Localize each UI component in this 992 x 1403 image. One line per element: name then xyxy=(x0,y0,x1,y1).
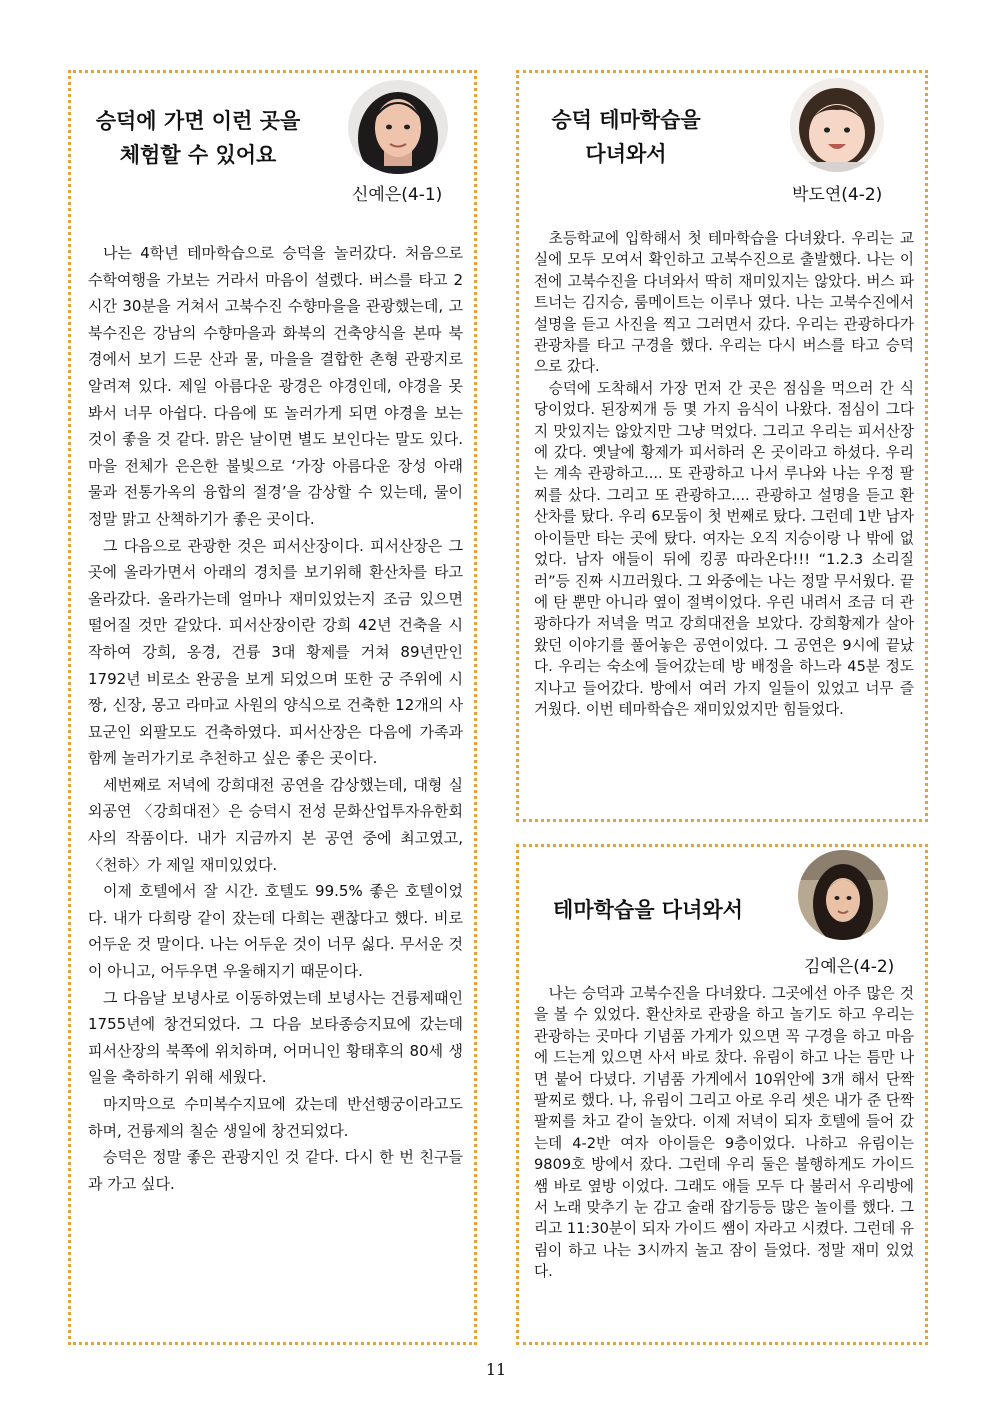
right-top-paragraph-2: 승덕에 도착해서 가장 먼저 간 곳은 점심을 먹으러 간 식당이었다. 된장찌개 등 몇 가지 음식이 나왔다. 점심이 그다지 맛있지는 않았지만 그냥 먹었다. 그리고 우리는 피서산장에 갔다. 옛날에 황제가 피서하러 온 곳이라고 하셨다. 우리는 계속 관광하고.... 또 관광하고 나서 루나와 나는 우정 팔찌를 샀다. 그리고 또 관광하고.... 관광하고 설명을 듣고 환산차를 탔다. 우리 6모둠이 첫 번째로 탔다. 그런데 1반 남자아이들만 타는 곳에 탔다. 여자는 오직 지승이랑 나 밖에 없었다. 남자 애들이 뒤에 킹콩 따라온다!!! “1.2.3 소리질러”등 진짜 시끄러웠다. 그 와중에는 나는 정말 무서웠다. 끝에 탄 뿐만 아니라 옆이 절벽이었다. 우린 내려서 조금 더 관광하다가 저녁을 먹고 강희대전을 보았다. 강희황제가 살아왔던 이야기를 풀어놓은 공연이었다. 그 공연은 9시에 끝났다. 우리는 숙소에 들어갔는데 방 배정을 하느라 45분 정도 지나고 들어갔다. 방에서 여러 가지 일들이 있었고 너무 즐거웠다. 이번 테마학습은 재미있었지만 힘들었다. xyxy=(534,379,914,718)
page-number: 11 xyxy=(485,1360,507,1379)
right-bottom-author-name: 김예은(4-2) xyxy=(804,957,895,977)
right-top-article-body xyxy=(534,228,914,720)
child-portrait-icon xyxy=(790,78,884,172)
right-bottom-article-title: 테마학습을 다녀와서 xyxy=(553,898,743,922)
girl-portrait-icon xyxy=(348,80,448,174)
left-paragraph-7: 승덕은 정말 좋은 관광지인 것 같다. 다시 한 번 친구들과 가고 싶다. xyxy=(88,1148,463,1193)
right-top-title-line-2: 다녀와서 xyxy=(585,142,667,166)
left-paragraph-6: 마지막으로 수미복수지묘에 갔는데 반선행궁이라고도 하며, 건륭제의 칠순 생일에 창건되었다. xyxy=(88,1095,463,1140)
left-paragraph-1: 나는 4학년 테마학습으로 승덕을 놀러갔다. 처음으로 수학여행을 가보는 거라서 마음이 설렜다. 버스를 타고 2시간 30분을 거쳐서 고북수진 수향마을을 관광했는데, 고북수진은 강남의 수향마을과 화북의 건축양식을 본따 북경에서 보기 드문 산과 물, 마을을 결합한 촌형 관광지로 알려져 있다. 제일 아름다운 광경은 야경인데, 야경을 못 봐서 너무 아쉽다. 다음에 또 놀러가게 되면 야경을 보는 것이 좋을 것 같다. 맑은 날이면 별도 보인다는 말도 있다. 마을 전체가 은은한 불빛으로 ‘가장 아름다운 장성 아래 물과 전통가옥의 융합의 절경’을 감상할 수 있는데, 물이 정말 맑고 산책하기가 좋은 곳이다. xyxy=(88,244,463,528)
right-top-paragraph-1: 초등학교에 입학해서 첫 테마학습을 다녀왔다. 우리는 교실에 모두 모여서 확인하고 고북수진으로 출발했다. 나는 이전에 고북수진을 다녀와서 딱히 재미있지는 않았다. 버스 파트너는 김지승, 룸메이트는 이루나 였다. 나는 고북수진에서 설명을 듣고 사진을 찍고 그러면서 갔다. 우리는 관광하다가 관광차를 타고 구경을 했다. 우리는 다시 버스를 타고 승덕으로 갔다. xyxy=(534,230,914,376)
left-article-body xyxy=(88,240,463,1197)
left-paragraph-5: 그 다음날 보녕사로 이동하였는데 보녕사는 건륭제때인 1755년에 창건되었다. 그 다음 보타종승지묘에 갔는데 피서산장의 북쪽에 위치하며, 어머니인 황태후의 80세 생일을 축하하기 위해 세웠다. xyxy=(88,988,463,1087)
left-paragraph-3: 세번째로 저녁에 강희대전 공연을 감상했는데, 대형 실외공연 〈강희대전〉은 승덕시 전성 문화산업투자유한회사의 작품이다. 내가 지금까지 본 공연 중에 최고였고, 〈천하〉가 제일 재미있었다. xyxy=(88,775,463,874)
right-top-title-line-1: 승덕 테마학습을 xyxy=(551,108,701,132)
left-title-line-1: 승덕에 가면 이런 곳을 xyxy=(95,109,301,133)
right-bottom-article-body xyxy=(534,983,914,1283)
right-top-author-name: 박도연(4-2) xyxy=(792,185,883,205)
girl-portrait-icon xyxy=(798,850,888,940)
left-author-photo xyxy=(348,80,448,174)
right-top-author-photo xyxy=(790,78,884,172)
left-paragraph-2: 그 다음으로 관광한 것은 피서산장이다. 피서산장은 그 곳에 올라가면서 아래의 경치를 보기위해 환산차를 타고 올라갔다. 올라가는데 얼마나 재미있었는지 조금 있으면 떨어질 것만 같았다. 피서산장이란 강희 42년 건축을 시작하여 강희, 옹경, 건륭 3대 황제를 거쳐 89년만인 1792년 비로소 완공을 보게 되었으며 또한 궁 주위에 시짱, 신장, 몽고 라마교 사원의 양식으로 건축한 12개의 사묘군인 외팔모도 건축하였다. 피서산장은 다음에 가족과 함께 놀러가기로 추천하고 싶은 좋은 곳이다. xyxy=(88,536,463,768)
right-top-article-title xyxy=(538,103,714,171)
right-bottom-author-photo xyxy=(798,850,888,940)
left-author-name: 신예은(4-1) xyxy=(352,185,443,205)
right-bottom-paragraph-1: 나는 승덕과 고북수진을 다녀왔다. 그곳에선 아주 많은 것을 볼 수 있었다. 환산차로 관광을 하고 놀기도 하고 우리는 관광하는 곳마다 기념품 가게가 있으면 꼭 구경을 하고 마음에 드는게 있으면 사서 바로 찼다. 유림이 하고 나는 틈만 나면 붙어 다녔다. 기념품 가게에서 10위안에 3개 해서 단짝 팔찌로 했다. 나, 유림이 그리고 아로 우리 셋은 내가 준 단짝 팔찌를 차고 같이 놀았다. 이제 저녁이 되자 호텔에 들어 갔는데 4-2반 여자 아이들은 9층이었다. 나하고 유림이는 9809호 방에서 잤다. 그런데 우리 둘은 불행하게도 가이드 쌤 바로 옆방 이었다. 그래도 애들 모두 다 불러서 우리방에서 노래 맞추기 눈 감고 술래 잡기등등 많은 놀이를 했다. 그리고 11:30분이 되자 가이드 쌤이 자라고 시켰다. 그런데 유림이 하고 나는 3시까지 놀고 잠이 들었다. 정말 재미 있었다. xyxy=(534,985,914,1281)
left-title-line-2: 체험할 수 있어요 xyxy=(119,143,277,167)
left-paragraph-4: 이제 호텔에서 잘 시간. 호텔도 99.5% 좋은 호텔이었다. 내가 다희랑 같이 잤는데 다희는 괜찮다고 했다. 비로 어두운 것 말이다. 나는 어두운 것이 너무 싫다. 무서운 것이 아니고, 어두우면 우울해지기 때문이다. xyxy=(88,882,463,981)
left-article-title xyxy=(80,104,316,172)
